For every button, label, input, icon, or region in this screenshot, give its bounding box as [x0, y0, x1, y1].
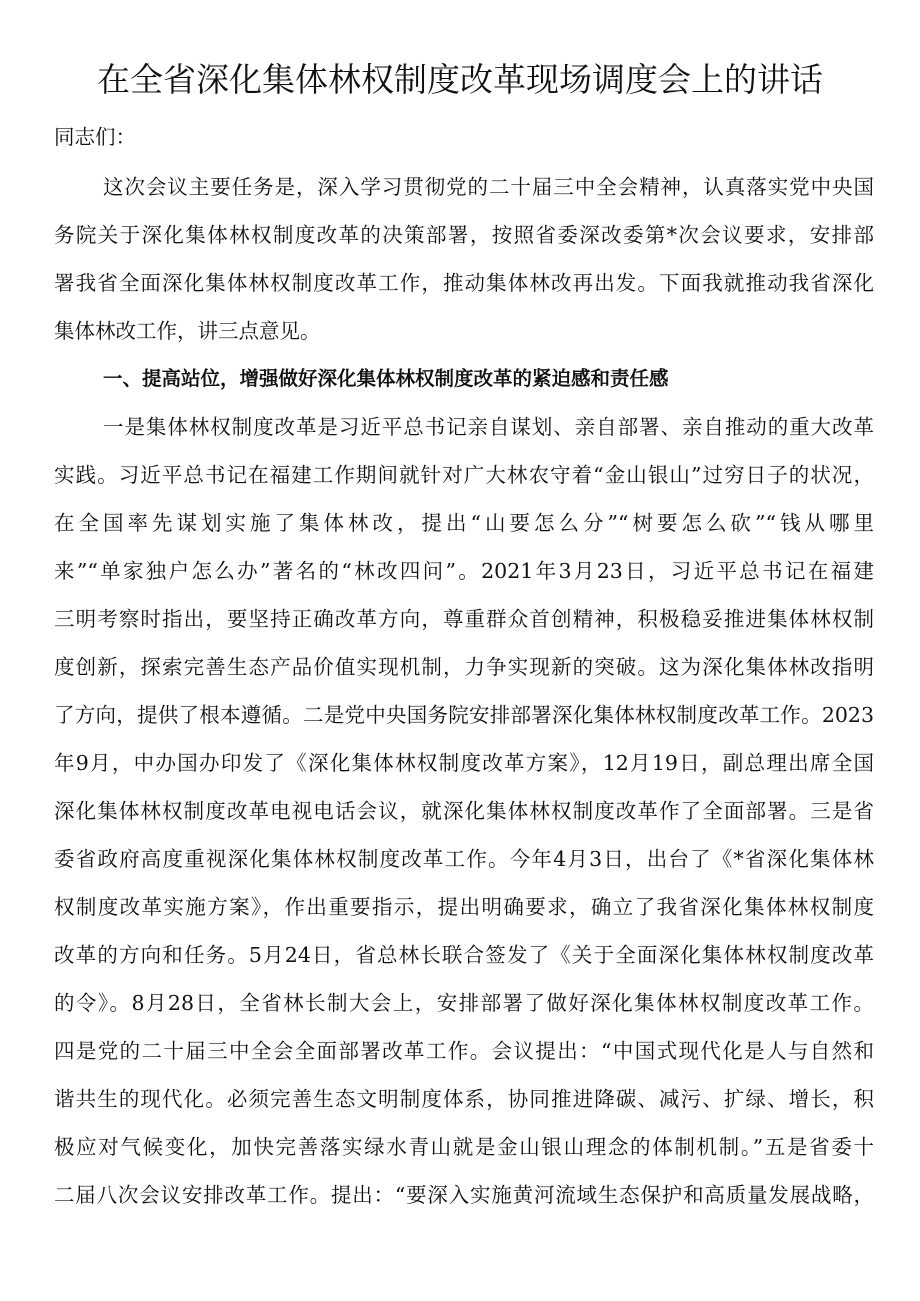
paragraph-line: 极应对气候变化，加快完善落实绿水青山就是金山银山理念的体制机制。”五是省委十 — [54, 1135, 874, 1159]
paragraph-line: 三明考察时指出，要坚持正确改革方向，尊重群众首创精神，积极稳妥推进集体林权制 — [54, 607, 874, 631]
paragraph-line: 权制度改革实施方案》，作出重要指示，提出明确要求，确立了我省深化集体林权制度 — [54, 895, 874, 919]
paragraph-line: 的令》。8月28日，全省林长制大会上，安排部署了做好深化集体林权制度改革工作。 — [54, 991, 874, 1015]
paragraph-line: 务院关于深化集体林权制度改革的决策部署，按照省委深改委第*次会议要求，安排部 — [54, 223, 874, 247]
paragraph-line: 年9月，中办国办印发了《深化集体林权制度改革方案》，12月19日，副总理出席全国 — [54, 751, 874, 775]
paragraph-line: 了方向，提供了根本遵循。二是党中央国务院安排部署深化集体林权制度改革工作。2023 — [54, 703, 874, 727]
paragraph-line: 实践。习近平总书记在福建工作期间就针对广大林农守着“金山银山”过穷日子的状况， — [54, 463, 874, 487]
paragraph-line: 一是集体林权制度改革是习近平总书记亲自谋划、亲自部署、亲自推动的重大改革 — [103, 415, 874, 439]
document-title: 在全省深化集体林权制度改革现场调度会上的讲话 — [97, 60, 823, 99]
paragraph-line: 谐共生的现代化。必须完善生态文明制度体系，协同推进降碳、减污、扩绿、增长，积 — [54, 1087, 874, 1111]
paragraph-line: 来”“单家独户怎么办”著名的“林改四问”。2021年3月23日，习近平总书记在福建 — [54, 559, 874, 583]
paragraph-line: 深化集体林权制度改革电视电话会议，就深化集体林权制度改革作了全面部署。三是省 — [54, 799, 874, 823]
paragraph-line: 这次会议主要任务是，深入学习贯彻党的二十届三中全会精神，认真落实党中央国 — [103, 175, 874, 199]
paragraph-line: 四是党的二十届三中全会全面部署改革工作。会议提出：“中国式现代化是人与自然和 — [54, 1039, 874, 1063]
paragraph-line: 在全国率先谋划实施了集体林改，提出“山要怎么分”“树要怎么砍”“钱从哪里 — [54, 511, 874, 535]
paragraph-line: 改革的方向和任务。5月24日，省总林长联合签发了《关于全面深化集体林权制度改革 — [54, 943, 874, 967]
paragraph-line: 委省政府高度重视深化集体林权制度改革工作。今年4月3日，出台了《*省深化集体林 — [54, 847, 874, 871]
paragraph-line: 度创新，探索完善生态产品价值实现机制，力争实现新的突破。这为深化集体林改指明 — [54, 655, 874, 679]
paragraph-line: 集体林改工作，讲三点意见。 — [54, 319, 321, 343]
salutation: 同志们： — [54, 125, 136, 149]
section-heading: 一、提高站位，增强做好深化集体林权制度改革的紧迫感和责任感 — [103, 367, 669, 390]
paragraph-line: 署我省全面深化集体林权制度改革工作，推动集体林改再出发。下面我就推动我省深化 — [54, 271, 874, 295]
paragraph-line: 二届八次会议安排改革工作。提出：“要深入实施黄河流域生态保护和高质量发展战略， — [54, 1183, 874, 1207]
